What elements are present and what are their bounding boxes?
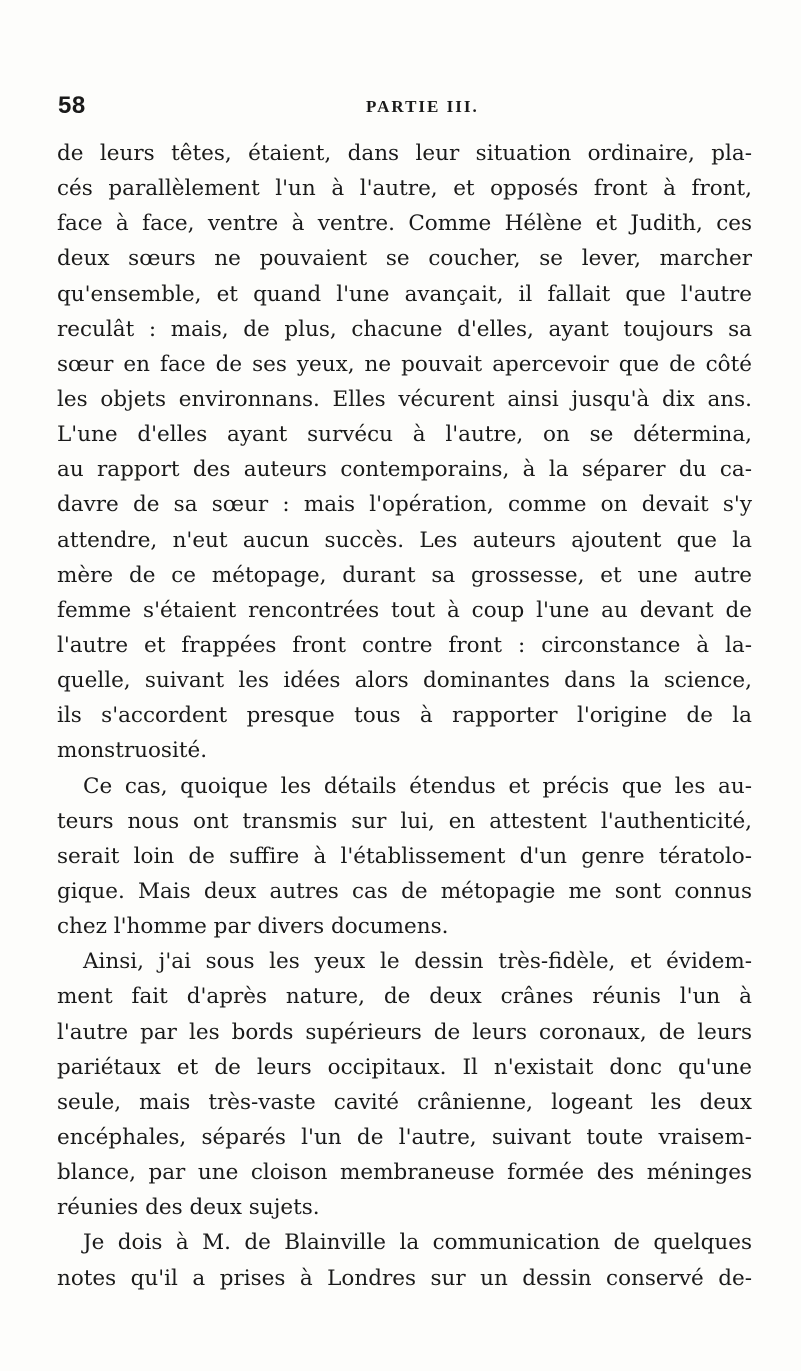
text-line: reculât : mais, de plus, chacune d'elles, ayant toujours sa	[57, 316, 752, 342]
text-line: au rapport des auteurs contemporains, à la séparer du ca-	[57, 457, 752, 483]
page-number: 58	[58, 92, 86, 119]
text-line: pariétaux et de leurs occipitaux. Il n'existait donc qu'une	[57, 1054, 752, 1080]
text-line: cés parallèlement l'un à l'autre, et opposés front à front,	[57, 176, 752, 202]
text-line-paragraph-end: réunies des deux sujets.	[57, 1195, 320, 1221]
text-line: de leurs têtes, étaient, dans leur situation ordinaire, pla-	[57, 141, 752, 166]
text-line: attendre, n'eut aucun succès. Les auteurs ajoutent que la	[57, 527, 752, 553]
text-line-paragraph-end: monstruosité.	[57, 738, 208, 764]
text-line: davre de sa sœur : mais l'opération, comme on devait s'y	[57, 492, 752, 518]
text-line: face à face, ventre à ventre. Comme Hélène et Judith, ces	[57, 211, 752, 237]
running-head	[58, 92, 758, 124]
text-line-paragraph-end: chez l'homme par divers documens.	[57, 914, 449, 940]
section-title: PARTIE III.	[366, 97, 479, 116]
text-line: mère de ce métopage, durant sa grossesse, et une autre	[57, 562, 752, 588]
text-line: l'autre et frappées front contre front : circonstance à la-	[57, 632, 752, 658]
text-line: deux sœurs ne pouvaient se coucher, se lever, marcher	[57, 246, 752, 272]
text-line: notes qu'il a prises à Londres sur un dessin conservé de-	[57, 1265, 752, 1291]
text-line: blance, par une cloison membraneuse formée des méninges	[57, 1160, 752, 1186]
text-line-paragraph-start: Je dois à M. de Blainville la communication de quelques	[83, 1230, 752, 1256]
body-text	[57, 136, 752, 1296]
text-line: femme s'étaient rencontrées tout à coup l'une au devant de	[57, 597, 752, 623]
text-line: l'autre par les bords supérieurs de leurs coronaux, de leurs	[57, 1019, 752, 1045]
text-line: serait loin de suffire à l'établissement d'un genre tératolo-	[57, 843, 752, 869]
text-line: gique. Mais deux autres cas de métopagie me sont connus	[57, 878, 752, 904]
text-line-paragraph-start: Ce cas, quoique les détails étendus et précis que les au-	[83, 773, 752, 799]
text-line: quelle, suivant les idées alors dominantes dans la science,	[57, 668, 752, 694]
text-line-paragraph-start: Ainsi, j'ai sous les yeux le dessin très-fidèle, et évidem-	[83, 949, 752, 975]
text-line: seule, mais très-vaste cavité crânienne, logeant les deux	[57, 1089, 752, 1115]
text-line: sœur en face de ses yeux, ne pouvait apercevoir que de côté	[57, 351, 752, 377]
text-line: L'une d'elles ayant survécu à l'autre, on se détermina,	[57, 422, 752, 448]
text-line: qu'ensemble, et quand l'une avançait, il fallait que l'autre	[57, 281, 752, 307]
text-line: encéphales, séparés l'un de l'autre, suivant toute vraisem-	[57, 1124, 752, 1150]
text-line: les objets environnans. Elles vécurent ainsi jusqu'à dix ans.	[57, 386, 752, 412]
text-line: ils s'accordent presque tous à rapporter l'origine de la	[57, 703, 752, 729]
text-line: teurs nous ont transmis sur lui, en attestent l'authenticité,	[57, 808, 752, 834]
text-line: ment fait d'après nature, de deux crânes réunis l'un à	[57, 984, 752, 1010]
